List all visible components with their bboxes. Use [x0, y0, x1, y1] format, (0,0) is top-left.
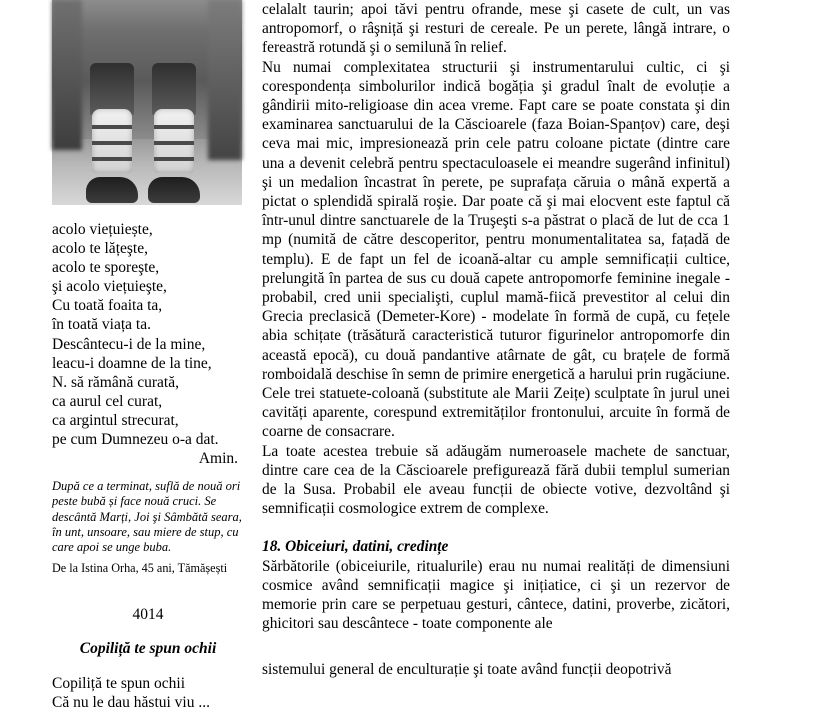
- photo-trouser: [90, 63, 134, 115]
- verse-closing: Amin.: [198, 450, 238, 468]
- folio-number: 4014: [132, 606, 164, 624]
- body-paragraph: La toate acestea trebuie să adăugăm numeroasele machete de sanctuar, dintre care cea de la Căscioarele prefigurează fără dubii templul sumerian de la Susa. Probabil ele aveau funcții de obiecte votive, dezvoltând şi semnificații cosmologice extrem de complexe.: [262, 442, 730, 518]
- photo-strap: [154, 157, 194, 161]
- photo-strap: [154, 125, 194, 129]
- poem-title: Copiliță te spun ochii: [79, 640, 217, 658]
- photo-trouser: [152, 63, 196, 115]
- photo-figure-left: [86, 63, 138, 203]
- poem-body: [52, 674, 244, 712]
- photo-dancers-legs: [52, 0, 242, 205]
- verse-line: pe cum Dumnezeu o-a dat.: [52, 431, 219, 449]
- ritual-note: După ce a terminat, suflă de nouă ori peste bubă și face nouă cruci. Se descântă Marți, Joi şi Sâmbătă seara, în unt, unsoare, sau miere de stup, cu care apoi se unge buba.: [52, 479, 242, 555]
- verse-block: [52, 220, 244, 468]
- poem-line: Că nu le dau hăstui viu ...: [52, 694, 210, 712]
- verse-line: acolo te lățeşte,: [52, 240, 148, 258]
- verse-line: acolo te sporeşte,: [52, 259, 160, 277]
- photo-strap: [92, 125, 132, 129]
- verse-line: Descântecu-i de la mine,: [52, 335, 206, 353]
- section-paragraph: Sărbătorile (obiceiurile, ritualurile) erau nu numai realități de dimensiuni cosmice având semnificații magice şi inițiatice, ci şi un rezervor de memorie prin care se perpetuau gesturi, cântece, datini, proverbe, zicători, ghicitori sau descântece - toate componente ale: [262, 557, 730, 633]
- photo-strap: [92, 157, 132, 161]
- verse-line: N. să rămână curată,: [52, 373, 179, 391]
- photo-shoe: [148, 177, 200, 203]
- body-paragraph: Nu numai complexitatea structurii şi instrumentarului cultic, ci şi corespondența simbolurilor indică bogăția şi gradul înalt de evoluție a gândirii mito-religioase din acea vreme. Fapt care se poate constata şi din examinarea sanctuarului de la Căscioarele (faza Boian-Spanțov) care, deşi ceva mai mic, impresionează prin cele patru coloane pictate (dintre care una a devenit celebră pentru spectaculoasele ei meandre sugerând infinitul) şi un medalion încastrat în perete, pe suprafața căruia o mână expertă a pictat o splendidă spirală roşie. Dar poate că şi mai elocvent este faptul că într-unul dintre sanctuarele de la Truşeşti s-a păstrat o placă de lut de cca 1 mp (numită de către descoperitor, pentru monumentalitatea sa, fațadă de templu). E de fapt un fel de icoană-altar cu ample semnificații cultice, prelungită în partea de sus cu două capete antropomorfe feminine inegale - probabil, cred unii specialişti, cuplul mamă-fiică prevestitor al celui din Grecia preclasică (Demeter-Kore) - modelate în formă de cupă, cu fețele abia schițate (trăsătură caracteristică tuturor figurinelor antropomorfe din această epocă), cu două pandantive atârnate de gât, cu brațele de formă romboidală deschise în semn de primire energetică a harului prin rugăciune. Cele trei statuete-coloană (substitute ale Marii Zeițe) sculptate în jurul unei cavități aparente, corespund extremităților frontonului, arcuite în formă de coarne de consacrare.: [262, 58, 730, 441]
- verse-line: acolo viețuiește,: [52, 221, 153, 238]
- verse-line: în toată viața ta.: [52, 316, 151, 334]
- verse-line: şi acolo viețuieşte,: [52, 278, 167, 296]
- verse-line: Cu toată foaita ta,: [52, 297, 163, 315]
- photo-figure-right: [148, 63, 200, 203]
- verse-line: ca argintul strecurat,: [52, 411, 179, 429]
- left-column: [52, 0, 244, 712]
- photo-strap: [154, 141, 194, 145]
- verse-line: leacu-i doamne de la tine,: [52, 354, 212, 372]
- photo-shoe: [86, 177, 138, 203]
- section-heading: 18. Obiceiuri, datini, credințe: [262, 538, 449, 556]
- informant-source: De la Istina Orha, 45 ani, Tămășești: [52, 561, 228, 576]
- clipped-last-line: sistemului general de enculturație şi toate având funcții deopotrivă: [262, 661, 672, 678]
- body-paragraph: celalalt taurin; apoi tăvi pentru ofrande, mese şi casete de cult, un vas antropomorf, o râşniță şi resturi de cereale. Pe un perete, lângă intrare, o fereastră rotundă şi o semilună în relief.: [262, 1, 730, 57]
- photo-strap: [92, 141, 132, 145]
- poem-line: Copiliță te spun ochii: [52, 675, 186, 693]
- photo-blur-right: [208, 0, 242, 160]
- right-column: [262, 0, 730, 634]
- photo-blur-left: [52, 0, 82, 150]
- verse-line: ca aurul cel curat,: [52, 392, 163, 410]
